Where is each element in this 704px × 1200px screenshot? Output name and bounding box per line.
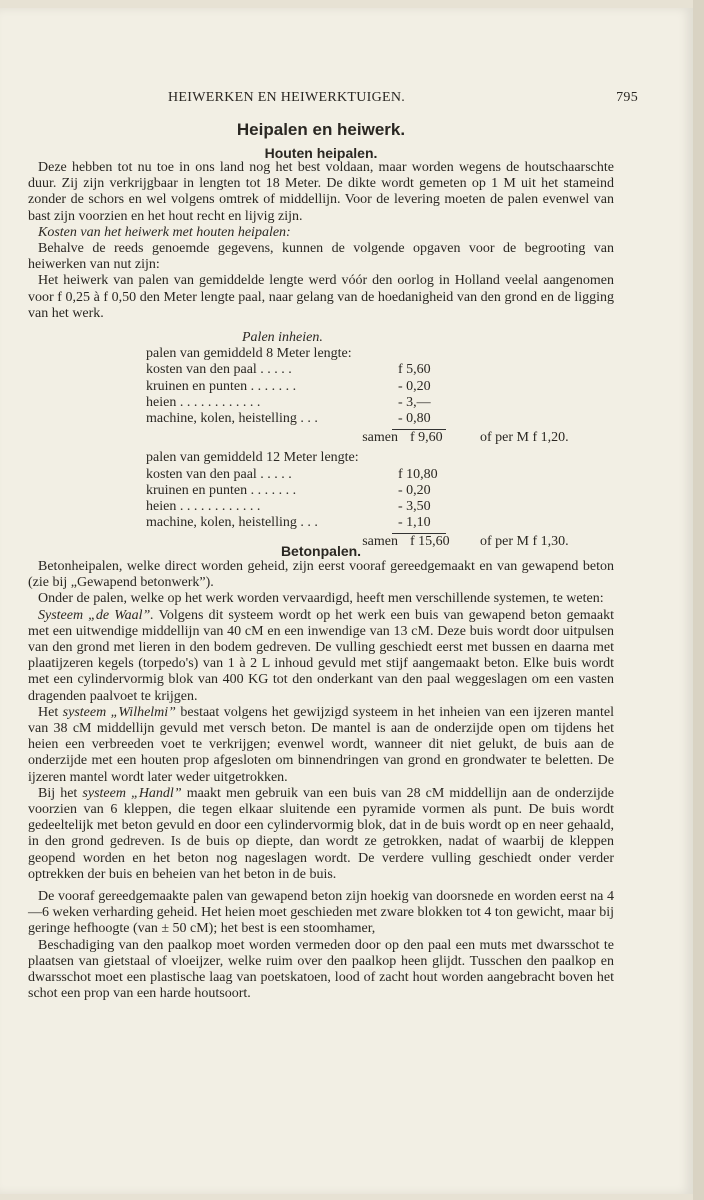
wilhelmi-paragraph: Het systeem „Wilhelmi” bestaat volgens het gewijzigd systeem in het inheien van een ijzeren mantel van 38 cM middellijn gevuld met versch beton. De mantel is aan de onderzijde open om tijdens het heien een verbreeden voet te verkrijgen; evenwel wordt, wanneer dit niet gelukt, de buis aan de onderzijde met een houten prop afgesloten om binnendringen van grond en grondwater te beletten. De ijzeren mantel wordt later weder uitgetrokken.: [28, 704, 615, 785]
running-header: [168, 90, 638, 106]
table1-total: samen f 9,60 of per M f 1,20.: [362, 430, 569, 446]
subheading-houten: Houten heipalen.: [264, 145, 378, 161]
table2-row: machine, kolen, heistelling . . . - 1,10: [146, 515, 431, 531]
subheading-beton: Betonpalen.: [280, 543, 362, 559]
kosten-heading: Kosten van het heiwerk met houten heipalen:: [38, 224, 291, 240]
table2-row: kruinen en punten . . . . . . . - 0,20: [146, 482, 431, 498]
table1-title: palen van gemiddeld 8 Meter lengte:: [146, 346, 352, 362]
table1-row: heien . . . . . . . . . . . . - 3,—: [146, 394, 431, 410]
table2-row: heien . . . . . . . . . . . . - 3,50: [146, 498, 431, 514]
table2-row: kosten van den paal . . . . . f 10,80: [146, 466, 438, 482]
paragraph: Onder de palen, welke op het werk worden vervaardigd, heeft men verschillende systemen, te weten:: [38, 591, 604, 607]
page-edge: [693, 0, 704, 1200]
table2-total: samen f 15,60 of per M f 1,30.: [362, 534, 569, 550]
paragraph: Behalve de reeds genoemde gegevens, kunnen de volgende opgaven voor de begrooting van heiwerken van nut zijn:: [28, 241, 614, 273]
beton-section: [28, 559, 614, 1002]
paragraph: Deze hebben tot nu toe in ons land nog het best voldaan, maar worden wegens de houtschaarschte duur. Zij zijn verkrijgbaar in lengten tot 18 Meter. De dikte wordt gemeten op 1 M uit het stameind zonder de schors en wel volgens omtrek of middellijn. Voor de levering moeten de palen evenwel van bast zijn voorzien en het hout recht en lijvig zijn.: [28, 160, 614, 224]
paragraph: De vooraf gereedgemaakte palen van gewapend beton zijn hoekig van doorsnede en worden eerst na 4—6 weken verharding geheid. Het heien moet geschieden met zware blokken tot 4 ton gewicht, maar bij geringe hefhoogte (van ± 50 cM); het best is een stoomhamer,: [28, 889, 614, 937]
waal-label: Systeem „de Waal”.: [38, 607, 154, 623]
houten-section: [28, 160, 614, 322]
handl-paragraph: Bij het systeem „Handl” maakt men gebruik van een buis van 28 cM middellijn aan de onderzijde voorzien van 6 kleppen, die tegen elkaar sluitende een pyramide vormen als punt. De buis wordt gedeeltelijk met beton gevuld en door een cylindervormig blok, dat in de buis wordt op en neer gehaald, in den grond gedreven. Is de buis op diepte, dan wordt ze getrokken, nadat of waarbij de kleppen geopend worden en het beton nog nageslagen wordt. De verdere vulling geschiedt onder verder optrekken der buis en beheien van het beton in de buis.: [28, 785, 614, 882]
table1-row: machine, kolen, heistelling . . . - 0,80: [146, 410, 431, 426]
header-title: HEIWERKEN EN HEIWERKTUIGEN.: [168, 90, 406, 105]
handl-label: systeem „Handl”: [82, 785, 182, 801]
table2-title: palen van gemiddeld 12 Meter lengte:: [146, 450, 359, 466]
cost-tables: [146, 330, 614, 550]
page-number: 795: [616, 90, 638, 105]
paragraph: Beschadiging van den paalkop moet worden vermeden door op den paal een muts met dwarsschot te plaatsen van gietstaal of vloeijzer, welke ruim over den paalkop heen glijdt. Tusschen den paalkop en dwarsschot moet een plastische laag van poetskatoen, lood of zacht hout worden aangebracht boven het schot een prop van een harde houtsoort.: [28, 937, 614, 1002]
waal-paragraph: Systeem „de Waal”. Volgens dit systeem wordt op het werk een buis van gewapend beton gemaakt met een uitwendige middellijn van 40 cM en een inwendige van 13 cM. Deze buis wordt door uitpulsen van den grond met lieren in den bodem gedreven. De vulling geschiedt eerst met bussen en daarna met plaatijzeren kegels (torpedo's) van 1 à 2 L inhoud gevuld met stijf aangemaakt beton. Elke buis wordt met een cylindervormig blok van 400 KG tot den onderkant van den paal weggeslagen om een vasten dragenden paalvoet te krijgen.: [28, 607, 614, 704]
table1-row: kruinen en punten . . . . . . . - 0,20: [146, 378, 431, 394]
paragraph: Betonheipalen, welke direct worden geheid, zijn eerst vooraf gereedgemaakt en van gewapend beton (zie bij „Gewapend betonwerk”).: [28, 559, 614, 591]
section-heading: Heipalen en heiwerk.: [236, 120, 406, 139]
wilhelmi-label: systeem „Wilhelmi”: [62, 704, 176, 720]
table1-row: kosten van den paal . . . . . f 5,60: [146, 362, 431, 378]
palen-inheien-heading: Palen inheien.: [242, 330, 323, 345]
paragraph: Het heiwerk van palen van gemiddelde lengte werd vóór den oorlog in Holland veelal aangenomen voor f 0,25 à f 0,50 den Meter lengte paal, naar gelang van de hoedanigheid van den grond en de ligging van het werk.: [28, 273, 614, 321]
